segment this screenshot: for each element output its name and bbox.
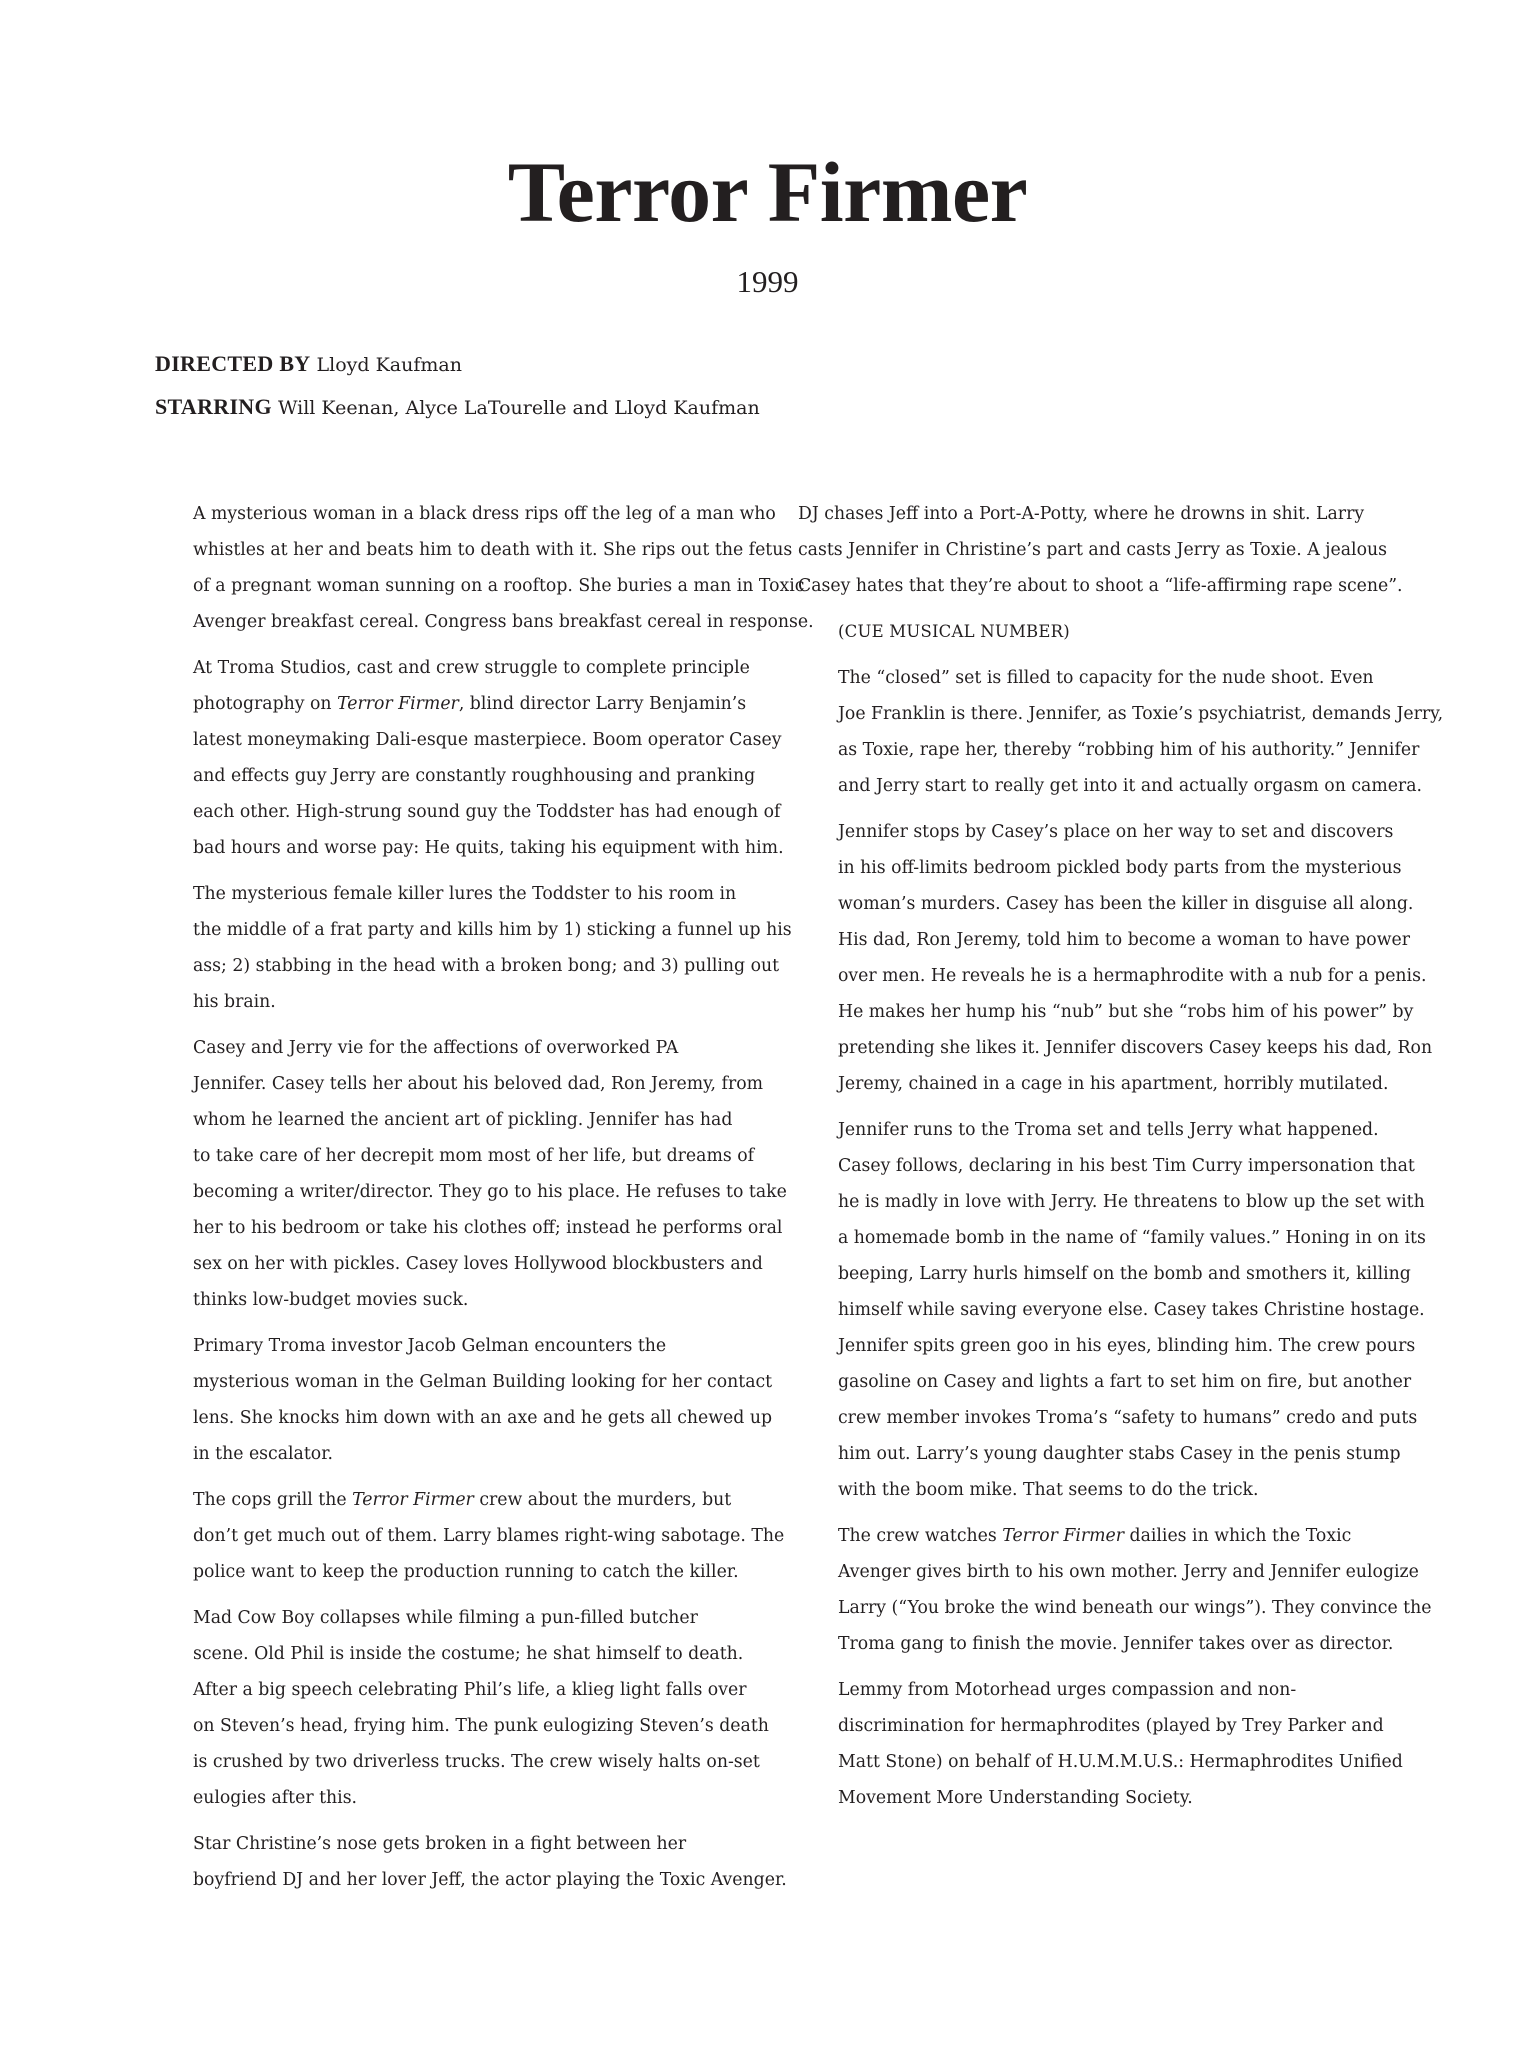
text-line: eulogies after this. xyxy=(193,1788,358,1808)
left-column xyxy=(153,496,814,1908)
paragraph xyxy=(153,496,814,640)
text-line: whistles at her and beats him to death with it. She rips out the fetus xyxy=(193,540,793,560)
starring-names: Will Keenan, Alyce LaTourelle and Lloyd Kaufman xyxy=(277,397,760,419)
text-line: becoming a writer/director. They go to his place. He refuses to take xyxy=(193,1182,787,1202)
text-line: He makes her hump his “nub” but she “robs him of his power” by xyxy=(838,1002,1414,1022)
directed-by-label: DIRECTED BY xyxy=(155,351,311,376)
text-line: mysterious woman in the Gelman Building looking for her contact xyxy=(193,1372,773,1392)
text-line: on Steven’s head, frying him. The punk eulogizing Steven’s death xyxy=(193,1716,769,1736)
text-line: each other. High-strung sound guy the Toddster has had enough of xyxy=(193,802,781,822)
paragraph xyxy=(798,1518,1432,1662)
text-line: the middle of a frat party and kills him by 1) sticking a funnel up his xyxy=(193,920,792,940)
film-title-italic: Terror Firmer xyxy=(1002,1526,1125,1546)
text-line: DJ chases Jeff into a Port-A-Potty, where he drowns in shit. Larry xyxy=(798,504,1365,524)
text-line: Jennifer stops by Casey’s place on her way to set and discovers xyxy=(838,822,1394,842)
text-line: whom he learned the ancient art of pickling. Jennifer has had xyxy=(193,1110,733,1130)
text-line: is crushed by two driverless trucks. The crew wisely halts on-set xyxy=(193,1752,760,1772)
text-line: of a pregnant woman sunning on a rooftop. She buries a man in Toxic xyxy=(193,576,805,596)
cue-musical-number: (CUE MUSICAL NUMBER) xyxy=(838,622,1070,641)
text-line: Matt Stone) on behalf of H.U.M.M.U.S.: Hermaphrodites Unified xyxy=(838,1752,1403,1772)
director-name: Lloyd Kaufman xyxy=(316,354,462,376)
text-line xyxy=(798,1518,1408,1554)
text-run: The cops grill the xyxy=(193,1490,353,1510)
text-line xyxy=(153,1482,763,1518)
text-line: gasoline on Casey and lights a fart to set him on fire, but another xyxy=(838,1372,1412,1392)
text-line: over men. He reveals he is a hermaphrodite with a nub for a penis. xyxy=(838,966,1427,986)
text-line: pretending she likes it. Jennifer discovers Casey keeps his dad, Ron xyxy=(838,1038,1433,1058)
paragraph xyxy=(153,1482,785,1590)
paragraph xyxy=(798,1672,1408,1816)
text-line: Avenger breakfast cereal. Congress bans breakfast cereal in response. xyxy=(193,612,814,632)
text-line: her to his bedroom or take his clothes off; instead he performs oral xyxy=(193,1218,783,1238)
paragraph xyxy=(798,496,1408,604)
paragraph xyxy=(153,1328,773,1472)
text-line: latest moneymaking Dali-esque masterpiece. Boom operator Casey xyxy=(193,730,782,750)
text-line: lens. She knocks him down with an axe and he gets all chewed up xyxy=(193,1408,773,1428)
paragraph xyxy=(153,1030,787,1318)
text-line: His dad, Ron Jeremy, told him to become a woman to have power xyxy=(838,930,1410,950)
director-credit xyxy=(155,343,1355,386)
text-line: The mysterious female killer lures the Toddster to his room in xyxy=(193,884,737,904)
text-line: don’t get much out of them. Larry blames right-wing sabotage. The xyxy=(193,1526,785,1546)
text-line: Jeremy, chained in a cage in his apartment, horribly mutilated. xyxy=(838,1074,1389,1094)
text-line: beeping, Larry hurls himself on the bomb and smothers it, killing xyxy=(838,1264,1411,1284)
text-line: ass; 2) stabbing in the head with a broken bong; and 3) pulling out xyxy=(193,956,780,976)
text-line: The “closed” set is filled to capacity for the nude shoot. Even xyxy=(838,668,1374,688)
text-line: Larry (“You broke the wind beneath our wings”). They convince the xyxy=(838,1598,1432,1618)
paragraph xyxy=(153,1600,769,1816)
text-line: himself while saving everyone else. Casey takes Christine hostage. xyxy=(838,1300,1425,1320)
text-line: Troma gang to finish the movie. Jennifer takes over as director. xyxy=(838,1634,1394,1654)
text-line: Movement More Understanding Society. xyxy=(838,1788,1193,1808)
right-column xyxy=(798,496,1444,1826)
text-line: sex on her with pickles. Casey loves Hollywood blockbusters and xyxy=(193,1254,763,1274)
text-line: woman’s murders. Casey has been the killer in disguise all along. xyxy=(838,894,1414,914)
text-line: in the escalator. xyxy=(193,1444,334,1464)
text-line: Lemmy from Motorhead urges compassion and non- xyxy=(838,1680,1297,1700)
text-line: Primary Troma investor Jacob Gelman encounters the xyxy=(193,1336,667,1356)
text-line: A mysterious woman in a black dress rips off the leg of a man who xyxy=(193,504,776,524)
text-line xyxy=(153,686,763,722)
text-line: Star Christine’s nose gets broken in a fight between her xyxy=(193,1834,687,1854)
text-line: as Toxie, rape her, thereby “robbing him of his authority.” Jennifer xyxy=(838,740,1420,760)
paragraph xyxy=(153,1826,787,1898)
paragraph xyxy=(153,876,792,1020)
text-line: scene. Old Phil is inside the costume; he shat himself to death. xyxy=(193,1644,744,1664)
text-line: Casey hates that they’re about to shoot a “life-affirming rape scene”. xyxy=(798,576,1403,596)
text-line: his brain. xyxy=(193,992,276,1012)
text-line: Avenger gives birth to his own mother. Jerry and Jennifer eulogize xyxy=(838,1562,1419,1582)
text-line: casts Jennifer in Christine’s part and casts Jerry as Toxie. A jealous xyxy=(798,540,1387,560)
text-line: and Jerry start to really get into it and actually orgasm on camera. xyxy=(838,776,1422,796)
text-line: discrimination for hermaphrodites (played by Trey Parker and xyxy=(838,1716,1384,1736)
text-run: , blind director Larry Benjamin’s xyxy=(458,694,747,714)
text-line: Jennifer. Casey tells her about his beloved dad, Ron Jeremy, from xyxy=(193,1074,763,1094)
text-line: bad hours and worse pay: He quits, taking his equipment with him. xyxy=(193,838,784,858)
text-line: Mad Cow Boy collapses while filming a pun-filled butcher xyxy=(193,1608,698,1628)
text-line: Joe Franklin is there. Jennifer, as Toxie’s psychiatrist, demands Jerry, xyxy=(838,704,1444,724)
text-run: dailies in which the Toxic xyxy=(1124,1526,1352,1546)
paragraph xyxy=(153,650,784,866)
text-line: After a big speech celebrating Phil’s life, a klieg light falls over xyxy=(193,1680,747,1700)
starring-label: STARRING xyxy=(155,394,272,419)
film-title-italic: Terror Firmer xyxy=(337,694,459,714)
text-line: thinks low-budget movies suck. xyxy=(193,1290,469,1310)
text-run: The crew watches xyxy=(838,1526,1003,1546)
text-run: photography on xyxy=(193,694,338,714)
text-line: Jennifer spits green goo in his eyes, blinding him. The crew pours xyxy=(838,1336,1416,1356)
text-line: with the boom mike. That seems to do the trick. xyxy=(838,1480,1259,1500)
text-line: Casey and Jerry vie for the affections of overworked PA xyxy=(193,1038,679,1058)
paragraph xyxy=(798,1112,1426,1508)
text-line: police want to keep the production running to catch the killer. xyxy=(193,1562,739,1582)
text-line: he is madly in love with Jerry. He threatens to blow up the set with xyxy=(838,1192,1425,1212)
movie-title: Terror Firmer xyxy=(507,144,1028,240)
text-line: Jennifer runs to the Troma set and tells Jerry what happened. xyxy=(838,1120,1379,1140)
text-line: At Troma Studios, cast and crew struggle to complete principle xyxy=(193,658,750,678)
text-line: crew member invokes Troma’s “safety to humans” credo and puts xyxy=(838,1408,1418,1428)
release-year: 1999 xyxy=(736,264,799,299)
text-line: and effects guy Jerry are constantly roughhousing and pranking xyxy=(193,766,756,786)
text-run: crew about the murders, but xyxy=(473,1490,732,1510)
starring-credit xyxy=(155,386,1355,429)
text-line: a homemade bomb in the name of “family values.” Honing in on its xyxy=(838,1228,1426,1248)
credits-block xyxy=(155,343,1355,429)
paragraph xyxy=(798,814,1433,1102)
text-line: Casey follows, declaring in his best Tim Curry impersonation that xyxy=(838,1156,1415,1176)
text-line: in his off-limits bedroom pickled body parts from the mysterious xyxy=(838,858,1402,878)
film-title-italic: Terror Firmer xyxy=(352,1490,474,1510)
text-line: him out. Larry’s young daughter stabs Casey in the penis stump xyxy=(838,1444,1401,1464)
text-line: boyfriend DJ and her lover Jeff, the actor playing the Toxic Avenger. xyxy=(193,1870,787,1890)
paragraph xyxy=(798,660,1444,804)
text-line: to take care of her decrepit mom most of her life, but dreams of xyxy=(193,1146,754,1166)
